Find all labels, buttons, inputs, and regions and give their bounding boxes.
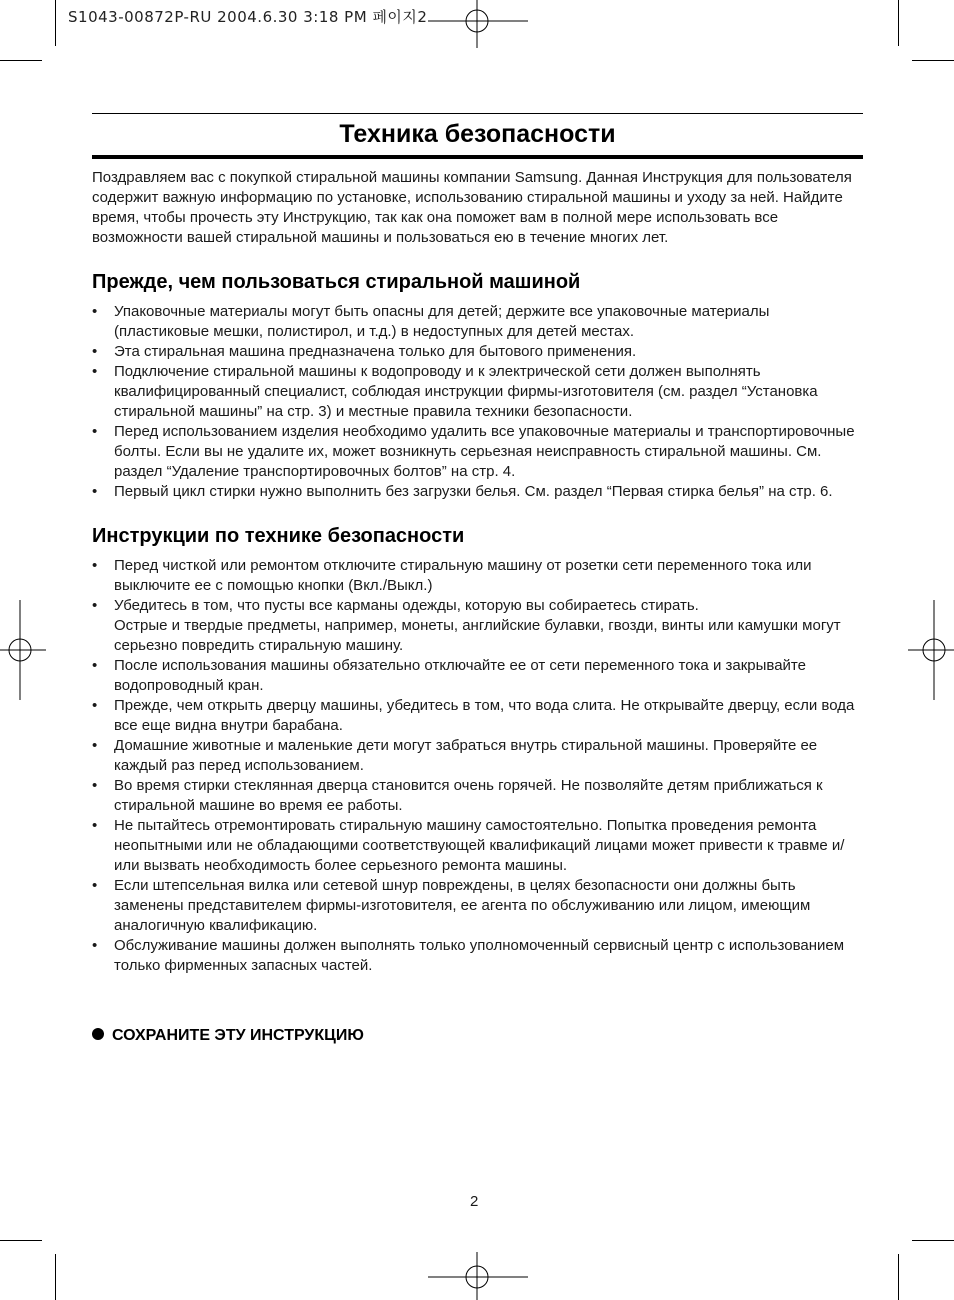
- crop-mark: [898, 1254, 899, 1300]
- list-item: • Прежде, чем открыть дверцу машины, убедитесь в том, что вода слита. Не открывайте дверцу, если вода все еще видна внутри барабана.: [92, 697, 855, 734]
- main-content: [92, 168, 867, 976]
- before-use-list: [92, 302, 867, 502]
- list-item: • Не пытайтесь отремонтировать стиральную машину самостоятельно. Попытка проведения ремонта неопытными или не обладающими соответствующей квалификаций лицами может привести к травме и/или вызвать необходимость более серьезного ремонта машины.: [92, 817, 845, 874]
- registration-mark-icon: [428, 0, 528, 48]
- registration-mark-icon: [428, 1252, 528, 1300]
- registration-mark-icon: [0, 600, 46, 700]
- crop-mark: [0, 60, 42, 61]
- list-item: • Обслуживание машины должен выполнять только уполномоченный сервисный центр с использованием только фирменных запасных частей.: [92, 937, 845, 974]
- list-item: • Первый цикл стирки нужно выполнить без загрузки белья. См. раздел “Первая стирка белья” на стр. 6.: [92, 483, 833, 500]
- section-heading-safety: Инструкции по технике безопасности: [92, 525, 465, 547]
- print-header: S1043-00872P-RU 2004.6.30 3:18 PM 페이지2: [68, 8, 428, 26]
- list-item: • Во время стирки стеклянная дверца становится очень горячей. Не позволяйте детям приближаться к стиральной машине во время ее работы.: [92, 777, 823, 814]
- crop-mark: [0, 1240, 42, 1241]
- crop-mark: [912, 60, 954, 61]
- page-number: 2: [470, 1193, 479, 1210]
- page-title: Техника безопасности: [339, 120, 616, 148]
- crop-mark: [55, 1254, 56, 1300]
- crop-mark: [912, 1240, 954, 1241]
- list-item-continuation: Острые и твердые предметы, например, монеты, английские булавки, гвозди, винты или камушки могут серьезно повредить стиральную машину.: [114, 617, 841, 654]
- intro-paragraph: Поздравляем вас с покупкой стиральной машины компании Samsung. Данная Инструкция для пользователя содержит важную информацию по установке, использованию стиральной машины и уходу за ней. Найдите время, чтобы прочесть эту Инструкцию, так как она поможет вам в полной мере использовать все возможности вашей стиральной машины и пользоваться ею в течение многих лет.: [92, 169, 852, 246]
- list-item: • Домашние животные и маленькие дети могут забраться внутрь стиральной машины. Проверяйте ее каждый раз перед использованием.: [92, 737, 818, 774]
- safety-list: [92, 556, 867, 976]
- list-item: • Эта стиральная машина предназначена только для бытового применения.: [92, 343, 637, 360]
- list-item: • Упаковочные материалы могут быть опасны для детей; держите все упаковочные материалы (пластиковые мешки, полистирол, и т.д.) в недоступных для детей местах.: [92, 303, 770, 340]
- list-item: • Убедитесь в том, что пусты все карманы одежды, которую вы собираетесь стирать. Острые и твердые предметы, например, монеты, английские булавки, гвозди, винты или камушки могут серьезно повредить стиральную машину.: [92, 597, 841, 654]
- section-heading-before-use: Прежде, чем пользоваться стиральной машиной: [92, 271, 581, 293]
- list-item: • Перед использованием изделия необходимо удалить все упаковочные материалы и транспортировочные болты. Если вы не удалите их, может возникнуть серьезная неисправность стиральной машины. См. раздел “Удаление транспортировочных болтов” на стр. 4.: [92, 423, 855, 480]
- save-instructions-note: СОХРАНИТЕ ЭТУ ИНСТРУКЦИЮ: [92, 1027, 364, 1045]
- list-item: • Подключение стиральной машины к водопроводу и к электрической сети должен выполнять квалифицированный специалист, соблюдая инструкции фирмы-изготовителя (см. раздел “Установка стиральной машины” на стр. 3) и местные правила техники безопасности.: [92, 363, 818, 420]
- crop-mark: [898, 0, 899, 46]
- list-item: • После использования машины обязательно отключайте ее от сети переменного тока и закрывайте водопроводный кран.: [92, 657, 806, 694]
- list-item: • Если штепсельная вилка или сетевой шнур повреждены, в целях безопасности они должны быть заменены представителем фирмы-изготовителя, ее агента по обслуживанию или лицом, имеющим аналогичную квалификацию.: [92, 877, 811, 934]
- crop-mark: [55, 0, 56, 46]
- title-rule-bottom: [92, 155, 863, 159]
- bullet-dot-icon: [92, 1028, 104, 1040]
- list-item: • Перед чисткой или ремонтом отключите стиральную машину от розетки сети переменного тока или выключите ее с помощью кнопки (Вкл./Выкл.): [92, 557, 812, 594]
- registration-mark-icon: [908, 600, 954, 700]
- title-bar: [92, 113, 863, 159]
